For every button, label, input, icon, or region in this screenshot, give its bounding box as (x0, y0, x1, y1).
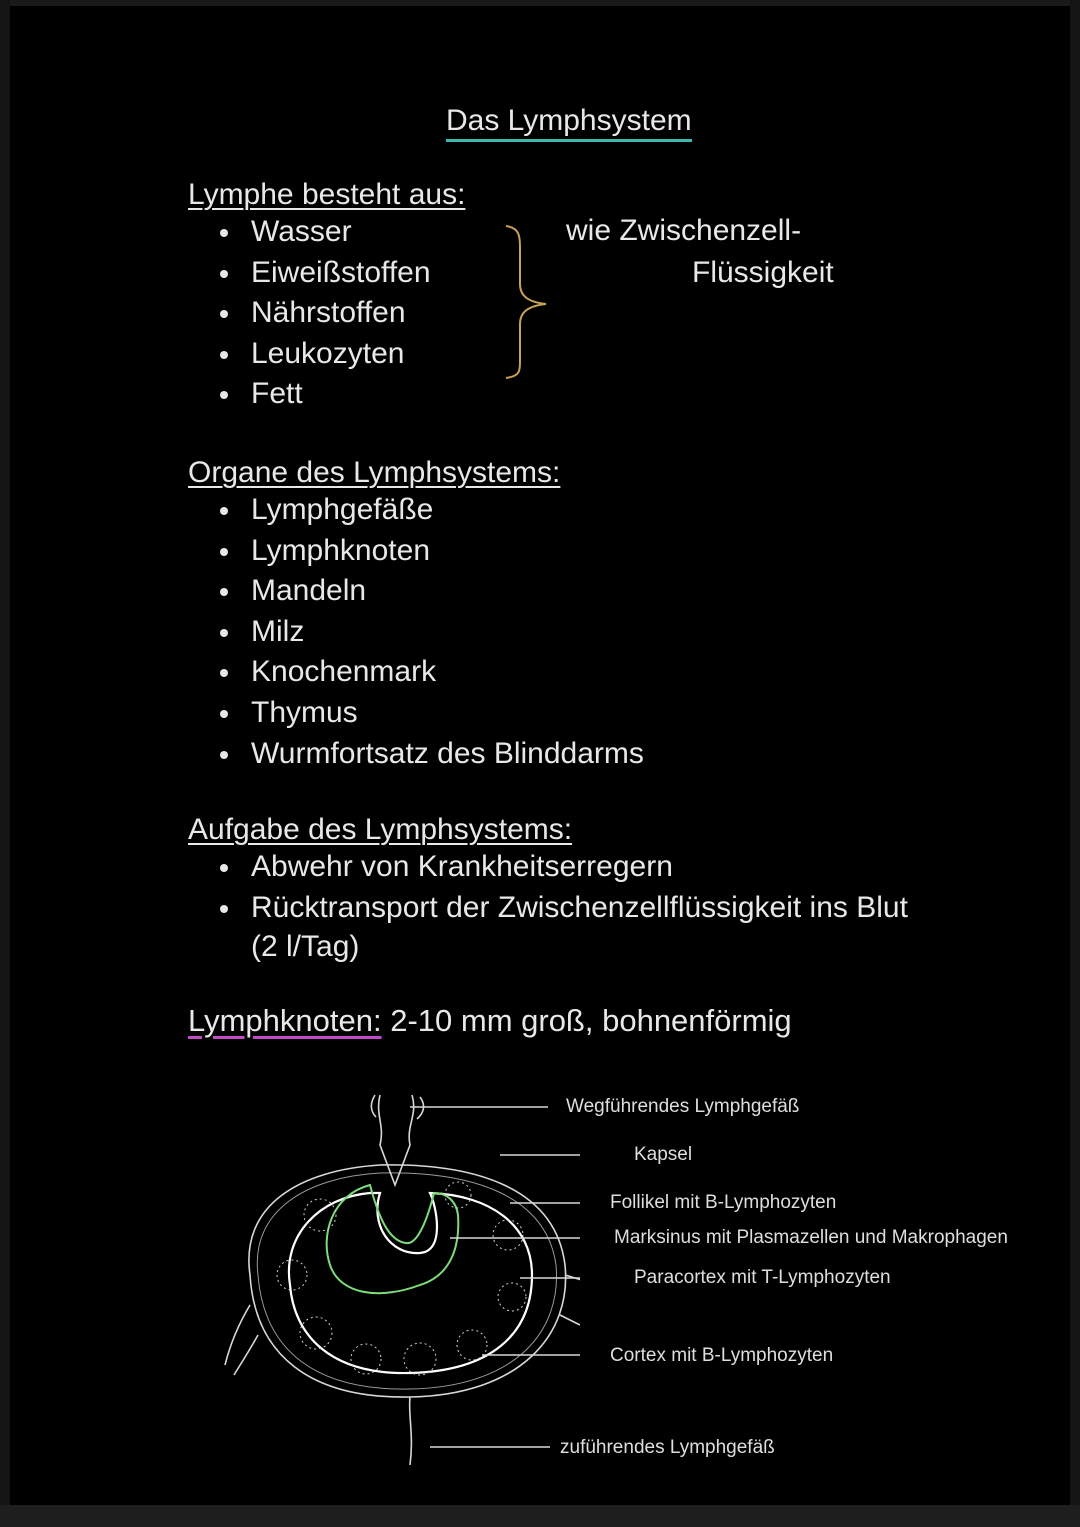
right-edge-band (1070, 0, 1080, 1527)
lymph-node-diagram (220, 1075, 580, 1475)
list-item: Fett (214, 374, 431, 415)
medulla-outline (327, 1185, 459, 1293)
list-item: Lymphgefäße (214, 490, 644, 531)
left-edge-band (0, 0, 10, 1527)
curly-brace-icon (498, 222, 558, 382)
capsule-outline (249, 1165, 566, 1397)
list-item: Mandeln (214, 571, 644, 612)
list-item: Eiweißstoffen (214, 253, 431, 294)
list-item: Leukozyten (214, 334, 431, 375)
afferent-vessel (410, 1397, 412, 1465)
organs-heading: Organe des Lymphsystems: (188, 456, 561, 489)
label-paracortex: Paracortex mit T-Lymphozyten (634, 1267, 891, 1288)
tasks-list (214, 847, 908, 928)
list-item: Wurmfortsatz des Blinddarms (214, 734, 644, 775)
list-item: Wasser (214, 212, 431, 253)
label-afferent-vessel: zuführendes Lymphgefäß (560, 1437, 775, 1458)
lymph-node-description: 2-10 mm groß, bohnenförmig (381, 1003, 792, 1038)
composition-heading: Lymphe besteht aus: (188, 178, 466, 211)
efferent-vessel (379, 1095, 414, 1185)
list-item: Rücktransport der Zwischenzellflüssigkeit ins Blut (214, 888, 908, 929)
label-capsule: Kapsel (634, 1144, 693, 1165)
list-item: Abwehr von Krankheitserregern (214, 847, 908, 888)
label-medulla: Marksinus mit Plasmazellen und Makrophagen (614, 1227, 1008, 1248)
list-item: Knochenmark (214, 652, 644, 693)
label-cortex: Cortex mit B-Lymphozyten (610, 1345, 834, 1366)
composition-note-line1: wie Zwischenzell- (566, 214, 802, 247)
list-item: Lymphknoten (214, 531, 644, 572)
tasks-heading: Aufgabe des Lymphsystems: (188, 813, 573, 846)
lymph-node-line (188, 1002, 792, 1040)
bottom-edge-band (0, 1505, 1080, 1527)
list-item: Thymus (214, 693, 644, 734)
label-follicle: Follikel mit B-Lymphozyten (610, 1192, 837, 1213)
list-item: Nährstoffen (214, 293, 431, 334)
organs-list (214, 490, 644, 774)
composition-list (214, 212, 431, 415)
tasks-continuation: (2 l/Tag) (251, 930, 360, 963)
page-title: Das Lymphsystem (446, 104, 692, 142)
list-item: Milz (214, 612, 644, 653)
composition-note-line2: Flüssigkeit (692, 256, 834, 289)
lymph-node-heading: Lymphknoten: (188, 1003, 382, 1038)
label-efferent-vessel: Wegführendes Lymphgefäß (566, 1096, 800, 1117)
